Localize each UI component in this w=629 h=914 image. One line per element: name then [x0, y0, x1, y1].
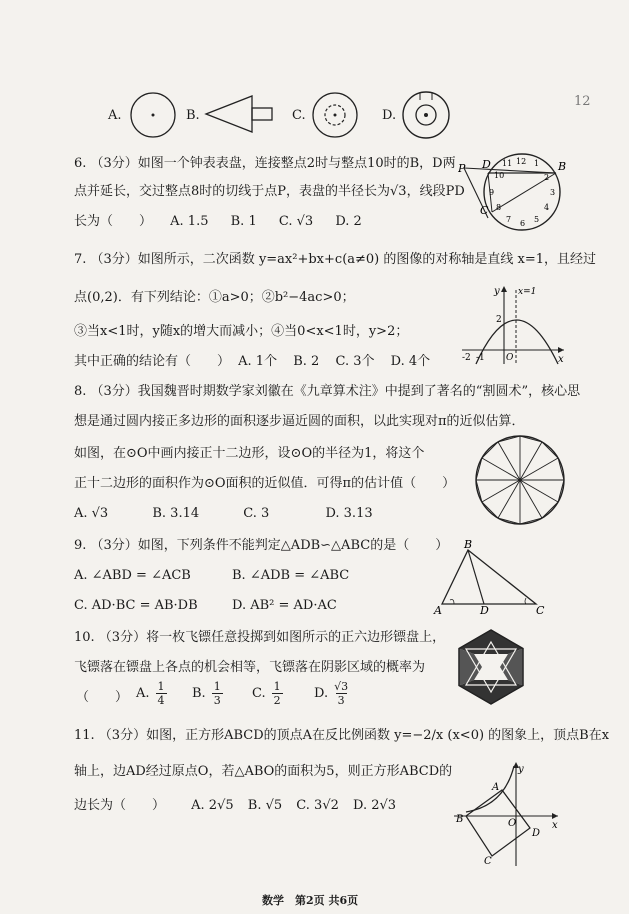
q9-label-d: D [480, 604, 489, 616]
q7-line-3: ③当x<1时，y随x的增大而减小；④当0<x<1时，y>2； [74, 324, 409, 339]
q7-option-d: D. 4个 [390, 354, 431, 369]
q9-label-c: C [536, 604, 545, 616]
option-c-figure [310, 90, 360, 140]
q7-label-m2: -2 [462, 353, 471, 363]
q11-label-x: x [552, 820, 558, 831]
q7-line-4 [74, 354, 430, 370]
q11-label-d: D [532, 828, 541, 839]
q10-hexagon-figure [450, 626, 532, 708]
q11-line-1: 11. （3分）如图，正方形ABCD的顶点A在反比例函数 y=−2/x (x<0) 的图象上，顶点B在x [74, 728, 610, 743]
q7-label-2: 2 [496, 315, 502, 325]
q6-label-b: B [558, 160, 567, 173]
q11-label-a: A [492, 782, 500, 793]
q6-num-2: 2 [544, 173, 550, 182]
q9-option-d: D. AB² = AD·AC [232, 598, 337, 613]
q11-line-3 [74, 798, 396, 814]
q11-stem-end: 边长为（ ） [74, 798, 166, 813]
q9-label-b: B [464, 540, 473, 551]
option-d-figure [400, 88, 452, 140]
q7-line-2: 点(0,2)．有下列结论：①a>0；②b²−4ac>0； [74, 290, 355, 305]
q8-line-4: 正十二边形的面积作为⊙O面积的近似值．可得π的估计值（ ） [74, 476, 456, 491]
q10-line-2: 飞镖落在镖盘上各点的机会相等，飞镖落在阴影区域的概率为 [74, 660, 426, 675]
q9-option-b: B. ∠ADB = ∠ABC [232, 568, 350, 583]
q6-num-3: 3 [550, 188, 556, 197]
option-d-label: D. [382, 108, 397, 123]
q9-label-a: A [434, 604, 442, 616]
q8-line-2: 想是通过圆内接正多边形的面积逐步逼近圆的面积，以此实现对π的近似估算． [74, 414, 525, 429]
q6-option-b: B. 1 [230, 214, 257, 229]
page-footer: 数学 第2页 共6页 [262, 894, 359, 907]
q8-line-1: 8. （3分）我国魏晋时期数学家刘徽在《九章算术注》中提到了著名的“割圆术”，核心思 [74, 384, 581, 399]
q7-option-a: A. 1个 [238, 354, 278, 369]
q6-num-6: 6 [520, 219, 526, 228]
q11-square-figure [452, 760, 562, 868]
q6-line-2: 点并延长，交过整点8时的切线于点P，表盘的半径长为√3，线段PD [74, 184, 465, 199]
q11-option-d: D. 2√3 [353, 798, 397, 813]
q8-option-d: D. 3.13 [325, 506, 373, 521]
q11-label-y: y [518, 764, 524, 775]
q7-label-x1: x=1 [518, 287, 537, 297]
q9-line-1: 9. （3分）如图，下列条件不能判定△ADB∽△ABC的是（ ） [74, 538, 449, 553]
q8-option-a: A. √3 [74, 506, 109, 521]
q10-line-1: 10. （3分）将一枚飞镖任意投掷到如图所示的正六边形镖盘上， [74, 630, 446, 645]
q6-option-d: D. 2 [335, 214, 362, 229]
q7-label-o: O [506, 353, 514, 363]
q9-option-c: C. AD·BC = AB·DB [74, 598, 198, 613]
q9-triangle-figure [432, 540, 548, 616]
q6-label-d: D [482, 158, 491, 171]
q7-line-1: 7. （3分）如图所示，二次函数 y=ax²+bx+c(a≠0) 的图像的对称轴是直线 x=1，且经过 [74, 252, 597, 267]
q7-label-y: y [494, 286, 500, 297]
q7-option-b: B. 2 [293, 354, 320, 369]
q6-num-7: 7 [506, 215, 512, 224]
q6-clock-figure [458, 148, 570, 236]
side-number: 12 [574, 94, 591, 109]
q9-option-a: A. ∠ABD = ∠ACB [74, 568, 191, 583]
q11-line-2: 轴上，边AD经过原点O，若△ABO的面积为5，则正方形ABCD的 [74, 764, 453, 779]
q6-label-c: C [480, 204, 489, 217]
q8-dodecagon-figure [472, 432, 568, 528]
q10-option-d: D. √3 3 [314, 680, 349, 707]
option-a-figure [128, 90, 178, 140]
q6-option-c: C. √3 [278, 214, 314, 229]
q6-stem-end: 长为（ ） [74, 214, 153, 229]
q6-line-3 [74, 214, 362, 230]
q10-option-b: B. 1 3 [192, 680, 221, 707]
q8-options [74, 506, 373, 522]
q7-stem-end: 其中正确的结论有（ ） [74, 354, 231, 369]
q6-option-a: A. 1.5 [170, 214, 209, 229]
q6-num-4: 4 [544, 203, 550, 212]
q6-line-1: 6. （3分）如图一个钟表表盘，连接整点2时与整点10时的B，D两 [74, 156, 456, 171]
q6-num-11: 11 [502, 159, 513, 168]
q6-num-8: 8 [496, 203, 502, 212]
q10-option-a: A. 1 4 [136, 680, 165, 707]
q6-num-12: 12 [516, 157, 527, 166]
q11-option-a: A. 2√5 [191, 798, 234, 813]
q11-label-o: O [508, 818, 517, 829]
q7-label-x: x [558, 354, 564, 365]
q6-num-1: 1 [534, 159, 540, 168]
q6-num-5: 5 [534, 215, 540, 224]
q8-line-3: 如图，在⊙O中画内接正十二边形，设⊙O的半径为1，将这个 [74, 446, 425, 461]
q11-option-b: B. √5 [247, 798, 283, 813]
option-a-label: A. [108, 108, 122, 123]
q6-num-9: 9 [489, 188, 495, 197]
q10-option-c: C. 1 2 [252, 680, 281, 707]
q8-option-c: C. 3 [243, 506, 270, 521]
q11-option-c: C. 3√2 [296, 798, 339, 813]
q10-stem-end: （ ） [76, 690, 129, 705]
q7-parabola-figure [458, 282, 570, 366]
q7-label-m1: -1 [476, 353, 485, 363]
option-b-figure [204, 92, 276, 136]
q7-option-c: C. 3个 [335, 354, 375, 369]
option-b-label: B. [186, 108, 200, 123]
q11-label-b: B [456, 814, 464, 825]
q8-option-b: B. 3.14 [152, 506, 200, 521]
q6-label-p: P [458, 162, 466, 175]
q11-label-c: C [484, 856, 492, 867]
q6-num-10: 10 [494, 171, 505, 180]
option-c-label: C. [292, 108, 306, 123]
